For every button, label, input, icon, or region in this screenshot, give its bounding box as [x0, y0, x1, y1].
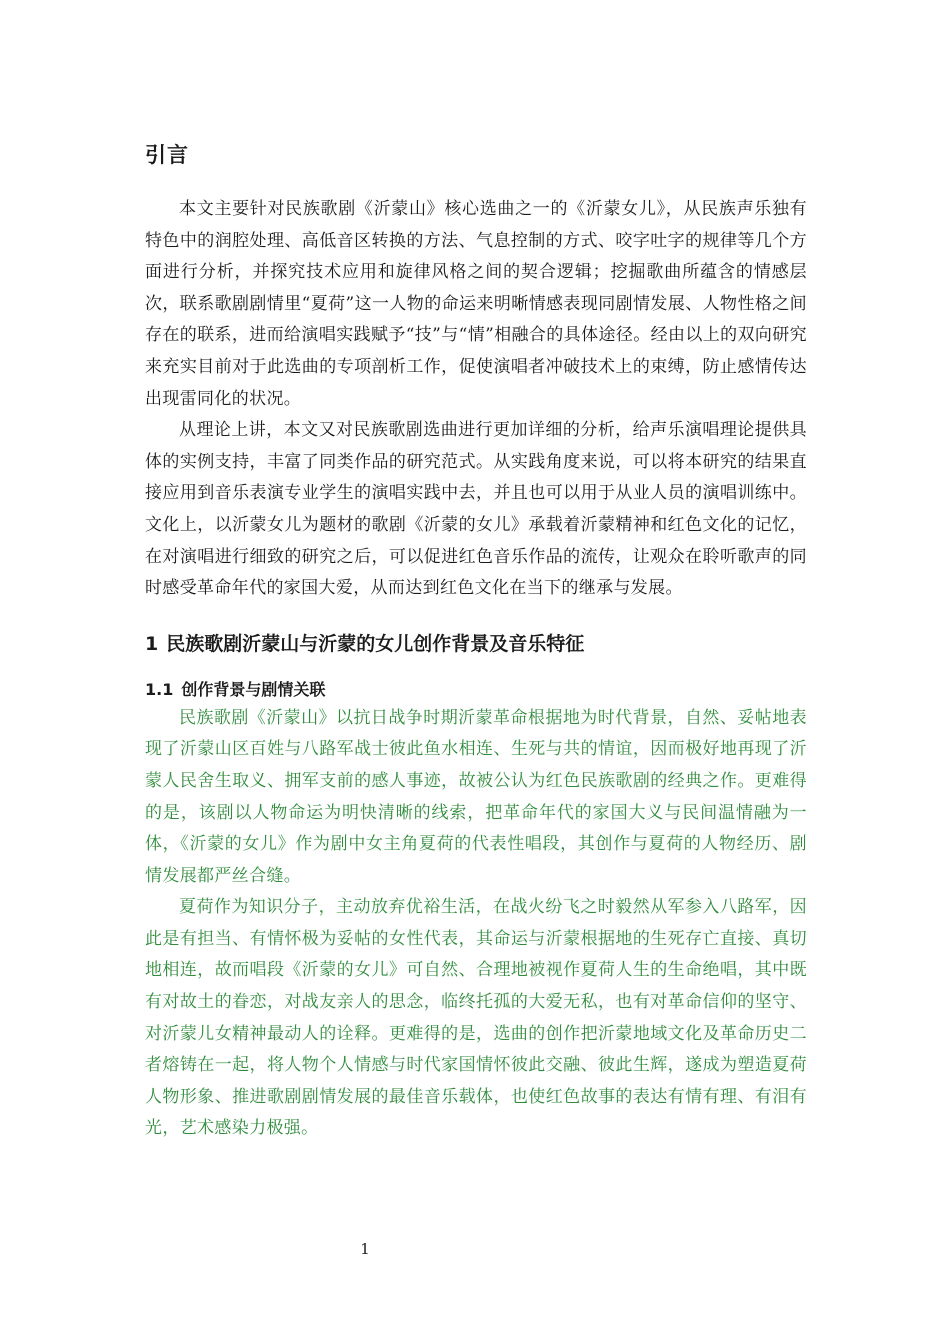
chapter-1-number: 1 — [145, 632, 159, 655]
page-number: 1 — [360, 1240, 370, 1258]
section-1-1-paragraph-2: 夏荷作为知识分子，主动放弃优裕生活，在战火纷飞之时毅然从军参入八路军，因此是有担当、有情怀极为妥帖的女性代表，其命运与沂蒙根据地的生死存亡直接、真切地相连，故而唱段《沂蒙的女儿》可自然、合理地被视作夏荷人生的生命绝唱，其中既有对故土的眷恋，对战友亲人的思念，临终托孤的大爱无私，也有对革命信仰的坚守、对沂蒙儿女精神最动人的诠释。更难得的是，选曲的创作把沂蒙地域文化及革命历史二者熔铸在一起，将人物个人情感与时代家国情怀彼此交融、彼此生辉，遂成为塑造夏荷人物形象、推进歌剧剧情发展的最佳音乐载体，也使红色故事的表达有情有理、有泪有光，艺术感染力极强。 — [145, 897, 807, 1139]
intro-title: 引言 — [145, 143, 189, 167]
section-1-1-paragraph-1: 民族歌剧《沂蒙山》以抗日战争时期沂蒙革命根据地为时代背景，自然、妥帖地表现了沂蒙山区百姓与八路军战士彼此鱼水相连、生死与共的情谊，因而极好地再现了沂蒙人民舍生取义、拥军支前的感人事迹，故被公认为红色民族歌剧的经典之作。更难得的是，该剧以人物命运为明快清晰的线索，把革命年代的家国大义与民间温情融为一体，《沂蒙的女儿》作为剧中女主角夏荷的代表性唱段，其创作与夏荷的人物经历、剧情发展都严丝合缝。 — [145, 707, 807, 886]
section-1-1-heading — [145, 677, 807, 703]
section-1-1-title: 创作背景与剧情关联 — [181, 679, 326, 699]
intro-paragraph-1: 本文主要针对民族歌剧《沂蒙山》核心选曲之一的《沂蒙女儿》，从民族声乐独有特色中的润腔处理、高低音区转换的方法、气息控制的方式、咬字吐字的规律等几个方面进行分析，并探究技术应用和旋律风格之间的契合逻辑；挖掘歌曲所蕴含的情感层次，联系歌剧剧情里“夏荷”这一人物的命运来明晰情感表现同剧情发展、人物性格之间存在的联系，进而给演唱实践赋予“技”与“情”相融合的具体途径。经由以上的双向研究来充实目前对于此选曲的专项剖析工作，促使演唱者冲破技术上的束缚，防止感情传达出现雷同化的状况。 — [145, 199, 807, 409]
chapter-1-heading — [145, 629, 807, 659]
intro-paragraph-2: 从理论上讲，本文又对民族歌剧选曲进行更加详细的分析，给声乐演唱理论提供具体的实例支持，丰富了同类作品的研究范式。从实践角度来说，可以将本研究的结果直接应用到音乐表演专业学生的演唱实践中去，并且也可以用于从业人员的演唱训练中。文化上，以沂蒙女儿为题材的歌剧《沂蒙的女儿》承载着沂蒙精神和红色文化的记忆，在对演唱进行细致的研究之后，可以促进红色音乐作品的流传，让观众在聆听歌声的同时感受革命年代的家国大爱，从而达到红色文化在当下的继承与发展。 — [145, 420, 807, 599]
chapter-1-title: 民族歌剧沂蒙山与沂蒙的女儿创作背景及音乐特征 — [166, 632, 585, 655]
section-1-1-number: 1.1 — [145, 679, 174, 699]
document-page — [145, 138, 807, 1145]
